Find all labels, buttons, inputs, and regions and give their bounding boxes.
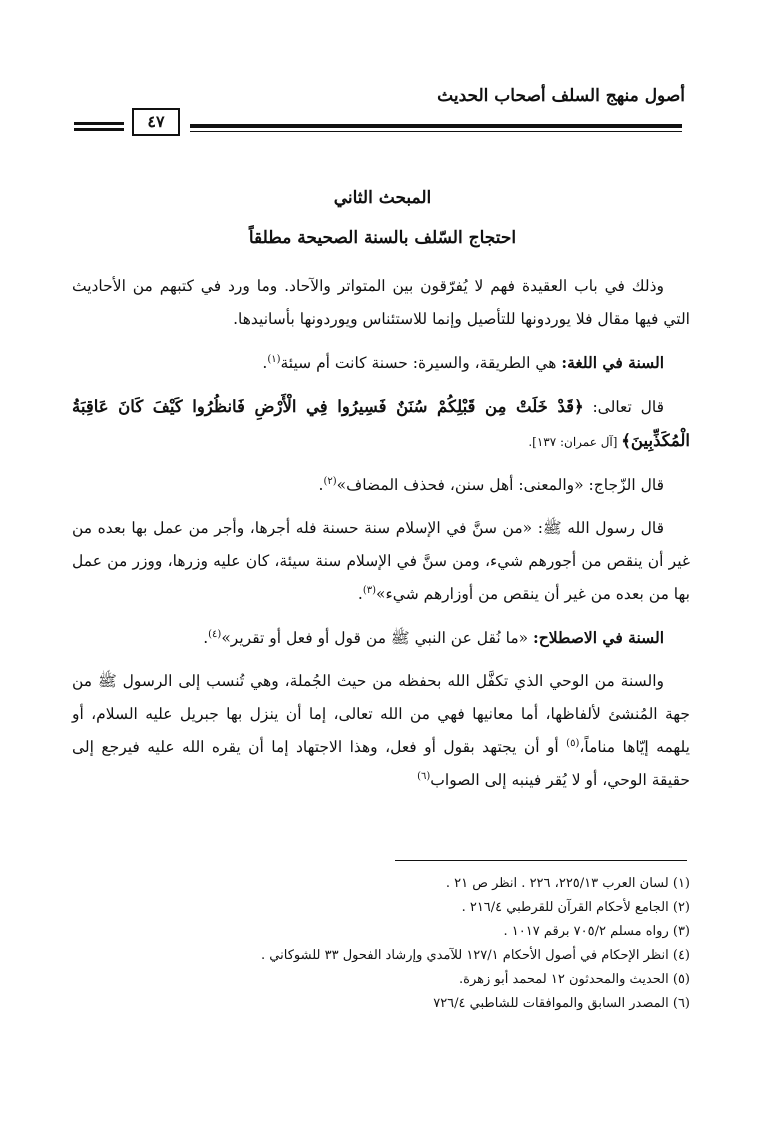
paragraph-intro: وذلك في باب العقيدة فهم لا يُفرّقون بين المتواتر والآحاد. وما ورد في كتبهم من الأحاديث التي فيها مقال فلا يوردونها للتأصيل وإنما للاستئناس ويوردونها بأسانيدها.	[72, 277, 690, 328]
footnote-item: (٢) الجامع لأحكام القرآن للقرطبي ٢١٦/٤ .	[461, 900, 690, 915]
header-rule-left-top	[74, 122, 124, 125]
section-subtitle: احتجاج السّلف بالسنة الصحيحة مطلقاً	[248, 228, 517, 248]
body-text	[72, 270, 690, 807]
header-rule-thick	[190, 124, 682, 128]
paragraph-sunnah-language: السنة في اللغة: هي الطريقة، والسيرة: حسنة كانت أم سيئة$^{(١)}$.	[262, 353, 664, 372]
footnote-item: (٦) المصدر السابق والموافقات للشاطبي ٧٢٦/٤	[433, 996, 690, 1011]
header-rule-left-bottom	[74, 128, 124, 131]
footnote-ref-1[interactable]: (١)	[267, 353, 281, 365]
verse-reference: [آل عمران: ١٣٧].	[528, 435, 622, 449]
footnote-item: (٣) رواه مسلم ٧٠٥/٢ برقم ١٠١٧ .	[503, 924, 690, 939]
term-label-terminology: السنة في الاصطلاح:	[533, 628, 664, 647]
footnote-ref-3[interactable]: (٣)	[362, 584, 377, 596]
footnote-item: (٤) انظر الإحكام في أصول الأحكام ١٢٧/١ للآمدي وإرشاد الفحول ٣٣ للشوكاني .	[261, 948, 690, 963]
page-number: ٤٧	[132, 108, 180, 136]
running-title: أصول منهج السلف أصحاب الحديث	[437, 86, 685, 106]
footnote-separator	[395, 860, 687, 861]
quran-verse: ﴿قَدْ خَلَتْ مِن قَبْلِكُمْ سُنَنٌ فَسِيرُوا فِي الْأَرْضِ فَانظُرُوا كَيْفَ كَانَ عَاقِبَةُ الْمُكَذِّبِينَ﴾	[72, 397, 690, 450]
paragraph-hadith: قال رسول الله ﷺ: «من سنَّ في الإسلام سنة حسنة فله أجرها، وأجر من عمل بها بعده من غير أن ينقص من أجورهم شيء، ومن سنَّ في الإسلام سنة سيئة، كان عليه وزرها، ووزر من عمل بها من بعده من غير أن ينقص من أوزارهم شيء»$^{(٣)}$.	[72, 519, 690, 603]
paragraph-quran-verse: قال تعالى: ﴿قَدْ خَلَتْ مِن قَبْلِكُمْ سُنَنٌ فَسِيرُوا فِي الْأَرْضِ فَانظُرُوا كَيْفَ كَانَ عَاقِبَةُ الْمُكَذِّبِينَ﴾ [آل عمران: ١٣٧].	[72, 397, 690, 450]
footnote-ref-4[interactable]: (٤)	[208, 628, 222, 640]
footnote-item: (١) لسان العرب ٢٢٥/١٣، ٢٢٦ . انظر ص ٢١ .	[445, 876, 690, 891]
paragraph-sunnah-term: السنة في الاصطلاح: «ما نُقل عن النبي ﷺ من قول أو فعل أو تقرير»$^{(٤)}$.	[203, 628, 664, 647]
footnote-item: (٥) الحديث والمحدثون ١٢ لمحمد أبو زهرة.	[459, 972, 690, 987]
section-title: المبحث الثاني	[333, 188, 432, 208]
footnote-ref-5[interactable]: (٥)	[566, 737, 580, 749]
footnotes	[72, 872, 690, 1016]
paragraph-zajjaj: قال الزّجاج: «والمعنى: أهل سنن، فحذف المضاف»$^{(٢)}$.	[318, 475, 664, 494]
term-label-language: السنة في اللغة:	[561, 353, 664, 372]
footnote-ref-2[interactable]: (٢)	[323, 475, 337, 487]
footnote-ref-6[interactable]: (٦)	[417, 770, 431, 782]
paragraph-revelation: والسنة من الوحي الذي تكفَّل الله بحفظه من حيث الجُملة، وهي تُنسب إلى الرسول ﷺ من جهة المُنشئ لألفاظها، أما معانيها فهي من الله تعالى، إما أن ينزل بها جبريل عليه السلام، أو يلهمه إيّاها مناماً،$^{(٥)}$ أو أن يجتهد بقول أو فعل، وهذا الاجتهاد إما أن يقره الله عليه فيرجع إلى حقيقة الوحي، أو لا يُقر فينبه إلى الصواب$^{(٦)}$	[72, 672, 690, 789]
header-rule-thin	[190, 131, 682, 132]
